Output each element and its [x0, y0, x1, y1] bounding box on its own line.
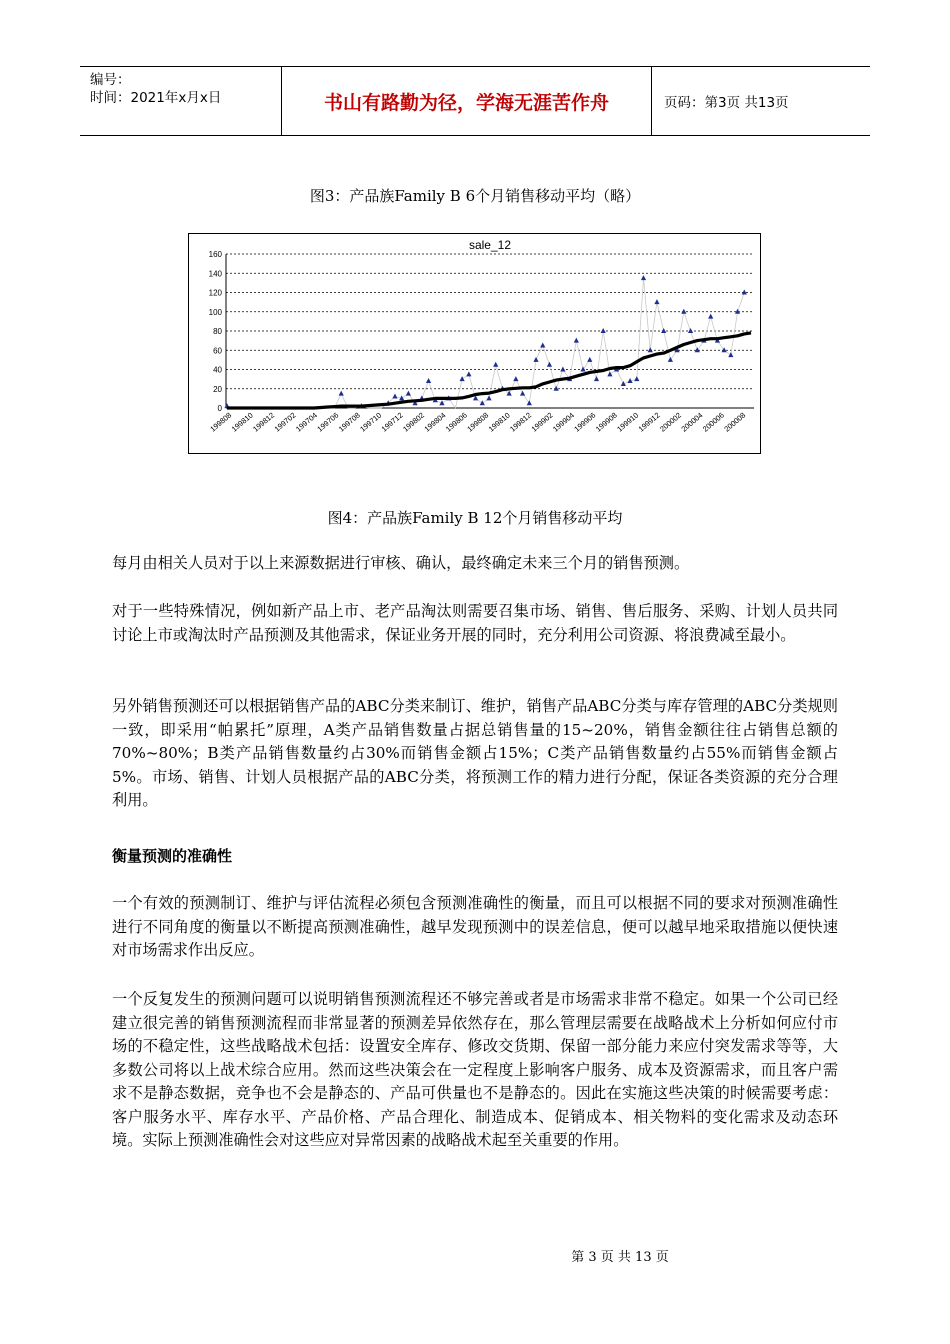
monthly-sales-point — [460, 376, 465, 381]
x-tick-label: 199902 — [529, 410, 555, 434]
y-tick-label: 60 — [213, 346, 222, 356]
monthly-sales-point — [560, 367, 565, 372]
sales-chart — [188, 233, 761, 454]
section-heading: 衡量预测的准确性 — [112, 847, 233, 865]
monthly-sales-point — [406, 391, 411, 396]
monthly-sales-point — [742, 290, 747, 295]
x-tick-label: 200008 — [722, 410, 748, 434]
monthly-sales-point — [480, 400, 485, 405]
monthly-sales-point — [735, 309, 740, 314]
x-tick-label: 199910 — [615, 410, 641, 434]
monthly-sales-point — [392, 393, 397, 398]
paragraph-1: 每月由相关人员对于以上来源数据进行审核、确认，最终确定未来三个月的销售预测。 — [112, 554, 690, 572]
monthly-sales-point — [554, 386, 559, 391]
monthly-sales-point — [513, 376, 518, 381]
x-tick-label: 199708 — [336, 410, 362, 434]
y-tick-label: 100 — [208, 307, 222, 317]
paragraph-2: 对于一些特殊情况，例如新产品上市、老产品淘汰则需要召集市场、销售、售后服务、采购、计划人员共同讨论上市或淘汰时产品预测及其他需求，保证业务开展的同时，充分利用公司资源、将浪费减至最小。 — [112, 602, 838, 644]
x-tick-label: 199808 — [465, 410, 491, 434]
y-tick-label: 160 — [208, 250, 222, 259]
monthly-sales-point — [648, 347, 653, 352]
x-tick-label: 199704 — [293, 410, 319, 434]
monthly-sales-point — [547, 362, 552, 367]
monthly-sales-point — [587, 357, 592, 362]
y-tick-label: 80 — [213, 327, 222, 336]
monthly-sales-point — [708, 314, 713, 319]
monthly-sales-point — [486, 395, 491, 400]
paragraph-3: 另外销售预测还可以根据销售产品的ABC分类来制订、维护，销售产品ABC分类与库存管理的ABC分类规则一致，即采用“帕累托”原理，A类产品销售数量占据总销售量的15~20%，销售金额往往占销售总额的70%~80%；B类产品销售数量约占30%而销售金额占15%；C类产品销售数量约占55%而销售金额占5%。市场、销售、计划人员根据产品的ABC分类，将预测工作的精力进行分配，保证各类资源的充分合理利用。 — [112, 697, 838, 809]
monthly-sales-point — [728, 352, 733, 357]
chart-canvas — [189, 234, 760, 453]
x-tick-label: 199810 — [229, 410, 255, 434]
x-tick-label: 199706 — [315, 410, 341, 434]
monthly-sales-point — [688, 328, 693, 333]
monthly-sales-point — [594, 376, 599, 381]
monthly-sales-point — [634, 376, 639, 381]
monthly-sales-point — [520, 391, 525, 396]
x-tick-label: 199712 — [379, 410, 405, 434]
x-tick-label: 200004 — [679, 410, 705, 434]
y-tick-label: 0 — [217, 404, 222, 413]
page-footer: 第 3 页 共 13 页 — [571, 1250, 669, 1265]
figure3-caption: 图3：产品族Family B 6个月销售移动平均（略） — [309, 187, 641, 205]
monthly-sales-point — [661, 328, 666, 333]
x-tick-label: 199802 — [401, 410, 427, 434]
monthly-sales-point — [426, 378, 431, 383]
doc-number-label: 编号： — [90, 72, 131, 88]
x-tick-label: 199912 — [636, 410, 662, 434]
monthly-sales-point — [493, 362, 498, 367]
y-tick-label: 20 — [213, 384, 222, 394]
x-tick-label: 199904 — [550, 410, 576, 434]
x-tick-label: 199806 — [443, 410, 469, 434]
page-header — [80, 66, 870, 136]
paragraph-5: 一个反复发生的预测问题可以说明销售预测流程还不够完善或者是市场需求非常不稳定。如果一个公司已经建立很完善的销售预测流程而非常显著的预测差异依然存在，那么管理层需要在战略战术上分析如何应付市场的不稳定性，这些战略战术包括：设置安全库存、修改交货期、保留一部分能力来应付突发需求等等，大多数公司将以上战术综合应用。然而这些决策会在一定程度上影响客户服务、成本及资源需求，而且客户需求不是静态数据，竞争也不会是静态的、产品可供量也不是静态的。因此在实施这些决策的时候需要考虑：客户服务水平、库存水平、产品价格、产品合理化、制造成本、促销成本、相关物料的变化需求及动态环境。实际上预测准确性会对这些应对异常因素的战略战术起至关重要的作用。 — [112, 990, 838, 1149]
x-tick-label: 199810 — [486, 410, 512, 434]
doc-date-label: 时间：2021年x月x日 — [90, 90, 222, 106]
monthly-sales-point — [601, 328, 606, 333]
x-tick-label: 199808 — [208, 410, 234, 434]
figure4-caption: 图4：产品族Family B 12个月销售移动平均 — [327, 509, 623, 527]
monthly-sales-point — [574, 338, 579, 343]
monthly-sales-point — [681, 309, 686, 314]
monthly-sales-point — [466, 371, 471, 376]
paragraph-4: 一个有效的预测制订、维护与评估流程必须包含预测准确性的衡量，而且可以根据不同的要求对预测准确性进行不同角度的衡量以不断提高预测准确性，越早发现预测中的误差信息，便可以越早地采取措施以便快速对市场需求作出反应。 — [112, 894, 838, 959]
y-tick-label: 40 — [213, 365, 222, 375]
x-tick-label: 199710 — [358, 410, 384, 434]
x-tick-label: 199812 — [251, 410, 277, 434]
y-tick-label: 120 — [208, 288, 222, 298]
chart-title: sale_12 — [468, 238, 512, 252]
x-tick-label: 199702 — [272, 410, 298, 434]
monthly-sales-point — [654, 299, 659, 304]
monthly-sales-point — [533, 357, 538, 362]
monthly-sales-point — [540, 342, 545, 347]
x-tick-label: 199906 — [572, 410, 598, 434]
x-tick-label: 200002 — [658, 410, 684, 434]
x-tick-label: 200006 — [700, 410, 726, 434]
y-tick-label: 140 — [208, 269, 222, 279]
x-tick-label: 199812 — [508, 410, 534, 434]
monthly-sales-point — [641, 275, 646, 280]
monthly-sales-point — [507, 391, 512, 396]
x-tick-label: 199804 — [422, 410, 448, 434]
monthly-sales-point — [607, 371, 612, 376]
header-motto: 书山有路勤为径，学海无涯苦作舟 — [282, 67, 652, 135]
header-meta — [80, 67, 282, 135]
monthly-sales-point — [339, 391, 344, 396]
x-tick-label: 199908 — [593, 410, 619, 434]
header-page-info: 页码：第3页 共13页 — [664, 95, 789, 111]
